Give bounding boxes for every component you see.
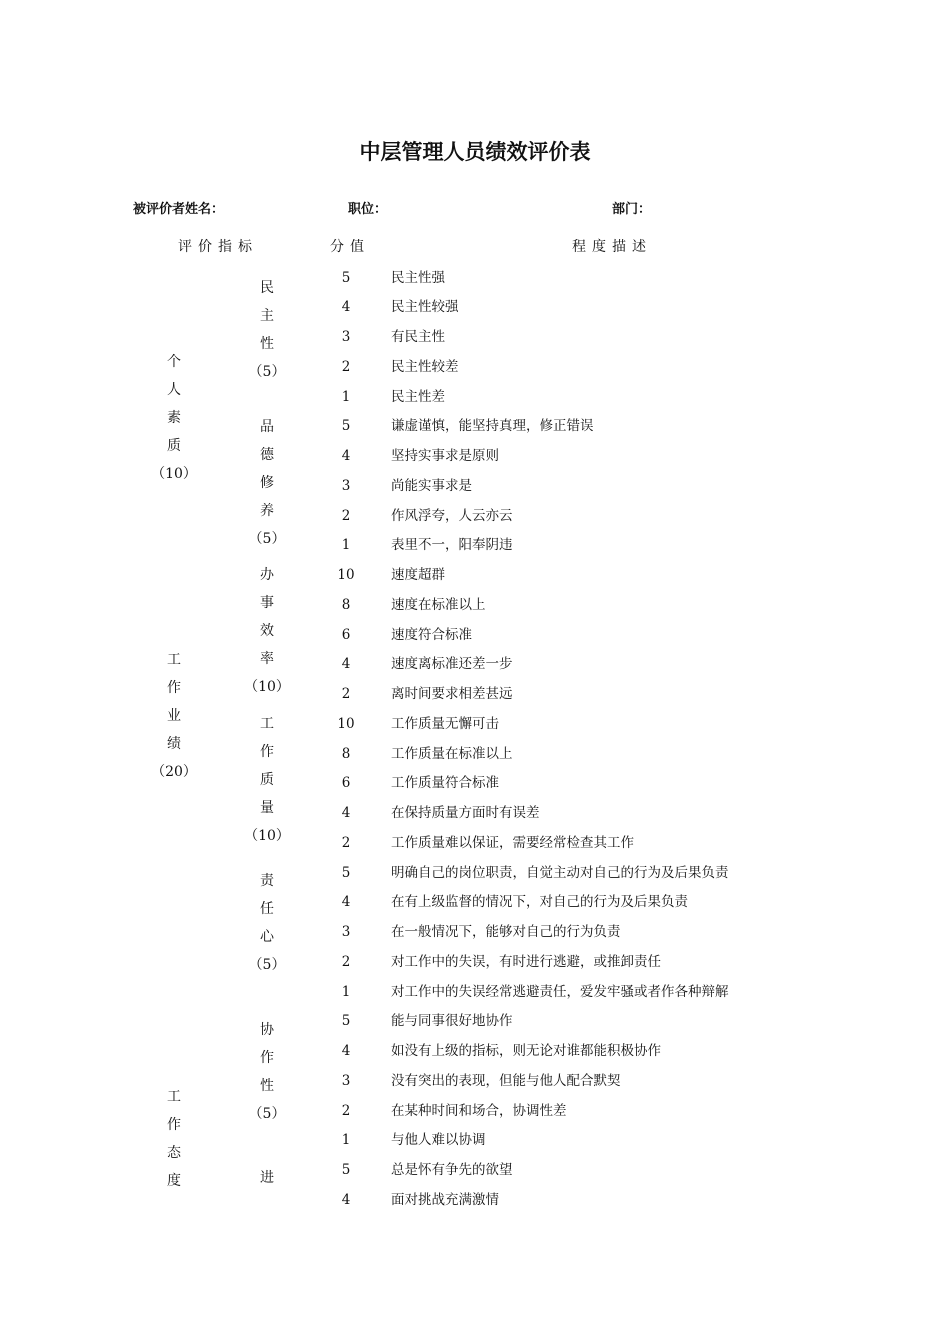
score-value: 2 (341, 953, 351, 970)
description-text: 民主性较差 (391, 358, 459, 375)
subcategory-democracy: 民 主 性 （5） (248, 280, 286, 380)
score-value: 4 (341, 656, 351, 673)
description-text: 民主性差 (391, 388, 445, 405)
description-text: 对工作中的失误，有时进行逃避，或推卸责任 (391, 953, 661, 970)
score-value: 4 (341, 805, 351, 821)
score-value: 6 (341, 775, 351, 792)
description-text: 与他人难以协调 (391, 1132, 486, 1149)
score-value: 5 (341, 418, 351, 435)
score-value: 1 (341, 537, 351, 554)
description-text: 速度符合标准 (391, 626, 472, 643)
score-value: 8 (341, 745, 351, 762)
category-personal-quality: 个 人 素 质 （10） (151, 354, 197, 482)
score-value: 4 (341, 1191, 351, 1208)
score-value: 1 (341, 983, 351, 1000)
description-text: 有民主性 (391, 329, 445, 345)
description-text: 离时间要求相差甚远 (391, 686, 513, 702)
score-value: 2 (341, 507, 351, 524)
score-value: 8 (341, 596, 351, 613)
score-value: 4 (341, 299, 351, 316)
description-text: 工作质量无懈可击 (391, 715, 499, 732)
score-value: 2 (341, 1102, 351, 1119)
description-text: 尚能实事求是 (391, 477, 472, 494)
score-value: 4 (341, 894, 351, 911)
score-value: 3 (341, 477, 351, 494)
header-indicator: 评价指标 (178, 239, 258, 255)
description-text: 在某种时间和场合，协调性差 (391, 1102, 567, 1119)
header-score: 分值 (330, 239, 370, 255)
score-value: 1 (341, 1132, 351, 1149)
description-text: 速度离标准还差一步 (391, 656, 513, 673)
description-text: 能与同事很好地协作 (391, 1013, 513, 1030)
score-value: 10 (337, 567, 355, 583)
description-text: 速度在标准以上 (391, 596, 486, 613)
subcategory-cooperation: 协 作 性 （5） (248, 1022, 286, 1122)
score-value: 4 (341, 448, 351, 464)
department-label: 部门： (612, 202, 652, 217)
score-value: 10 (337, 715, 355, 732)
score-value: 6 (341, 626, 351, 643)
description-text: 民主性较强 (391, 299, 459, 316)
page-title: 中层管理人员绩效评价表 (359, 140, 591, 164)
subcategory-efficiency: 办 事 效 率 （10） (244, 567, 290, 695)
description-text: 工作质量难以保证，需要经常检查其工作 (391, 834, 634, 851)
score-value: 5 (341, 269, 351, 286)
subcategory-morality: 品 德 修 养 （5） (248, 419, 286, 547)
score-value: 5 (341, 1162, 351, 1178)
description-text: 在保持质量方面时有误差 (391, 805, 540, 821)
description-text: 表里不一，阳奉阴违 (391, 537, 513, 554)
score-value: 3 (341, 924, 351, 940)
subcategory-work-quality: 工 作 质 量 （10） (244, 716, 290, 844)
category-work-attitude: 工 作 态 度 (167, 1089, 181, 1189)
score-value: 2 (341, 686, 351, 702)
description-text: 总是怀有争先的欲望 (391, 1162, 513, 1178)
description-text: 作风浮夸，人云亦云 (391, 507, 513, 524)
description-text: 对工作中的失误经常逃避责任，爱发牢骚或者作各种辩解 (391, 983, 729, 1000)
subcategory-progress: 进 (260, 1170, 274, 1186)
score-value: 4 (341, 1043, 351, 1059)
description-text: 工作质量在标准以上 (391, 745, 513, 762)
subcategory-responsibility: 责 任 心 （5） (248, 873, 286, 973)
score-value: 5 (341, 864, 351, 881)
score-value: 2 (341, 358, 351, 375)
description-text: 速度超群 (391, 567, 445, 583)
score-value: 1 (341, 388, 351, 405)
description-text: 在有上级监督的情况下，对自己的行为及后果负责 (391, 894, 688, 911)
description-text: 在一般情况下，能够对自己的行为负责 (391, 924, 621, 940)
score-value: 3 (341, 1072, 351, 1089)
description-text: 谦虚谨慎，能坚持真理，修正错误 (391, 418, 594, 435)
description-text: 明确自己的岗位职责，自觉主动对自己的行为及后果负责 (391, 864, 729, 881)
score-value: 3 (341, 329, 351, 345)
score-value: 5 (341, 1013, 351, 1030)
description-text: 民主性强 (391, 269, 445, 286)
description-text: 坚持实事求是原则 (391, 448, 499, 464)
description-text: 工作质量符合标准 (391, 775, 499, 792)
header-description: 程度描述 (572, 239, 652, 255)
position-label: 职位： (348, 202, 388, 217)
category-work-performance: 工 作 业 绩 （20） (151, 652, 197, 780)
description-text: 面对挑战充满激情 (391, 1191, 499, 1208)
description-text: 没有突出的表现，但能与他人配合默契 (391, 1072, 621, 1089)
description-text: 如没有上级的指标，则无论对谁都能积极协作 (391, 1043, 661, 1059)
evaluatee-name-label: 被评价者姓名： (133, 202, 225, 217)
score-value: 2 (341, 834, 351, 851)
